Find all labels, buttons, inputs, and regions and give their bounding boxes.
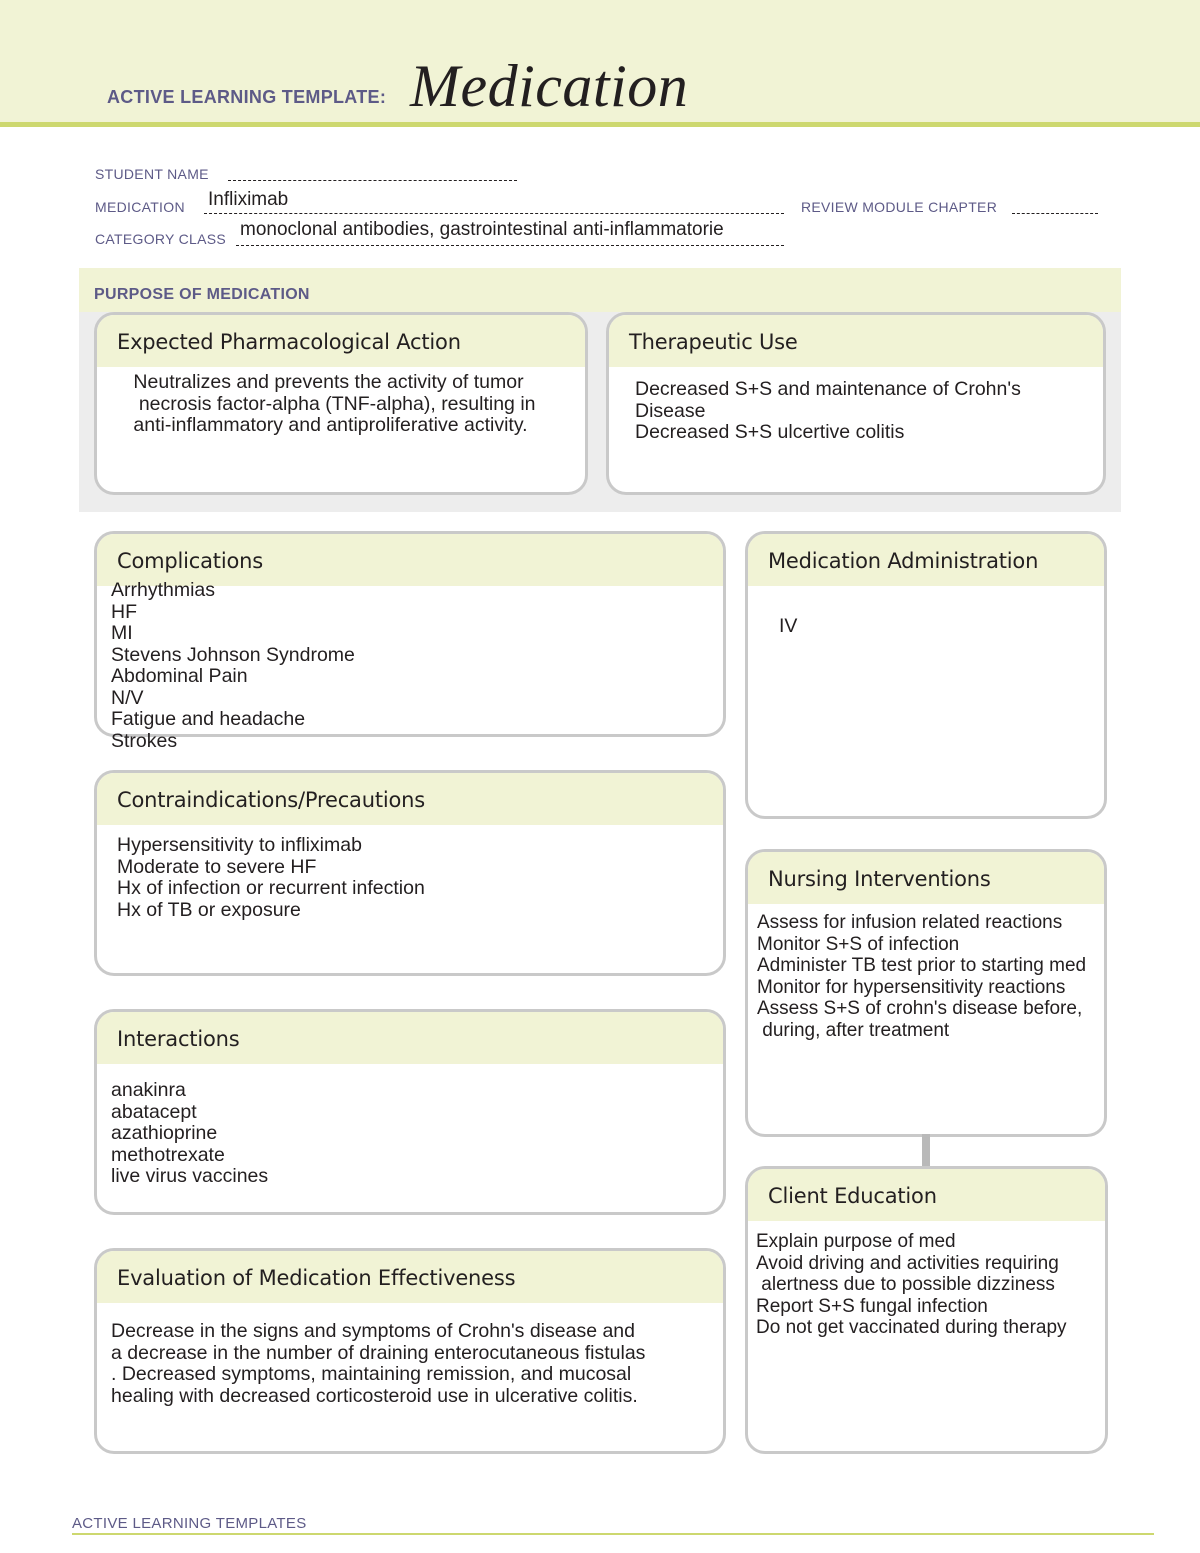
expected-action-card	[94, 312, 588, 495]
evaluation-title: Evaluation of Medication Effectiveness	[117, 1266, 516, 1290]
administration-title: Medication Administration	[768, 549, 1039, 573]
contraindications-card	[94, 770, 726, 976]
administration-card	[745, 531, 1107, 819]
medication-label: MEDICATION	[95, 199, 185, 215]
complications-card	[94, 531, 726, 752]
review-module-label: REVIEW MODULE CHAPTER	[801, 199, 998, 215]
contraindications-title: Contraindications/Precautions	[117, 788, 426, 812]
category-class-value: monoclonal antibodies, gastrointestinal anti-inflammatorie	[240, 219, 724, 240]
contraindications-text[interactable]: Hypersensitivity to infliximab Moderate to severe HF Hx of infection or recurrent infection Hx of TB or exposure	[117, 834, 425, 921]
card-connector	[922, 1134, 930, 1166]
student-name-label: STUDENT NAME	[95, 166, 209, 182]
evaluation-card	[94, 1248, 726, 1454]
complications-title: Complications	[117, 549, 263, 573]
client-education-text[interactable]: Explain purpose of med Avoid driving and activities requiring alertness due to possible dizziness Report S+S fungal infection Do not get vaccinated during therapy	[756, 1231, 1067, 1338]
student-name-field[interactable]	[228, 180, 517, 181]
medication-value: Infliximab	[208, 189, 289, 210]
interactions-title: Interactions	[117, 1027, 240, 1051]
category-class-label: CATEGORY CLASS	[95, 231, 227, 247]
footer-label: ACTIVE LEARNING TEMPLATES	[72, 1515, 307, 1532]
therapeutic-use-title: Therapeutic Use	[629, 330, 798, 354]
expected-action-text[interactable]: Neutralizes and prevents the activity of tumor necrosis factor-alpha (TNF-alpha), resulting in anti-inflammatory and antiproliferative activity.	[133, 371, 536, 436]
medication-field[interactable]	[204, 213, 784, 214]
nursing-interventions-title: Nursing Interventions	[768, 867, 991, 891]
page-title: Medication	[410, 53, 689, 119]
client-education-title: Client Education	[768, 1184, 937, 1208]
review-module-field[interactable]	[1012, 213, 1098, 214]
complications-text[interactable]: Arrhythmias HF MI Stevens Johnson Syndrome Abdominal Pain N/V Fatigue and headache Strokes	[111, 579, 355, 752]
administration-text[interactable]: IV	[779, 615, 798, 637]
nursing-interventions-text[interactable]: Assess for infusion related reactions Monitor S+S of infection Administer TB test prior to starting med Monitor for hypersensitivity reactions Assess S+S of crohn's disease before, during, after treatment	[757, 912, 1087, 1041]
interactions-card	[94, 1009, 726, 1215]
client-education-card	[745, 1166, 1108, 1454]
template-label: ACTIVE LEARNING TEMPLATE:	[107, 87, 387, 107]
nursing-interventions-card	[745, 849, 1107, 1137]
evaluation-text[interactable]: Decrease in the signs and symptoms of Crohn's disease and a decrease in the number of draining enterocutaneous fistulas . Decreased symptoms, maintaining remission, and mucosal healing with decreased corticosteroid use in ulcerative colitis.	[111, 1320, 646, 1407]
category-class-field[interactable]	[236, 245, 784, 246]
purpose-title: PURPOSE OF MEDICATION	[94, 286, 310, 303]
therapeutic-use-card	[606, 312, 1106, 495]
therapeutic-use-text[interactable]: Decreased S+S and maintenance of Crohn's Disease Decreased S+S ulcertive colitis	[635, 378, 1021, 443]
expected-action-title: Expected Pharmacological Action	[117, 330, 461, 354]
header-divider	[0, 122, 1200, 127]
interactions-text[interactable]: anakinra abatacept azathioprine methotrexate live virus vaccines	[111, 1079, 269, 1187]
footer-divider	[72, 1533, 1154, 1535]
